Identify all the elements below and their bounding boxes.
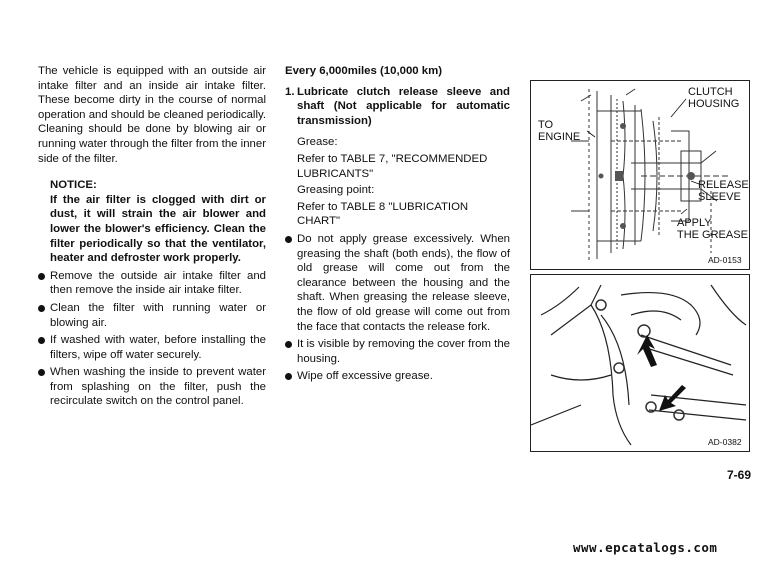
item-heading bbox=[285, 85, 510, 129]
label-to-engine: TO ENGINE bbox=[538, 119, 581, 143]
list-item: Clean the filter with running water or blowing air. bbox=[38, 301, 266, 330]
greasing-point-reference: Refer to TABLE 8 "LUBRICATION CHART" bbox=[297, 200, 469, 228]
label-clutch-housing: CLUTCH HOUSING bbox=[688, 86, 740, 110]
notice-heading: NOTICE: bbox=[50, 179, 97, 192]
list-item: If washed with water, before installing the filters, wipe off water securely. bbox=[38, 333, 266, 362]
clutch-diagram-figure bbox=[530, 80, 750, 270]
left-bullet-list bbox=[38, 269, 266, 409]
page-number: 7-69 bbox=[727, 468, 752, 482]
release-fork-drawing bbox=[531, 275, 749, 451]
grease-reference: Refer to TABLE 7, "RECOMMENDED LUBRICANTS" bbox=[297, 152, 488, 180]
item-number: 1. bbox=[285, 85, 295, 98]
item-heading-text: Lubricate clutch release sleeve and shaft (Not applicable for automatic transmission) bbox=[297, 85, 510, 127]
section-heading: Every 6,000miles (10,000 km) bbox=[285, 65, 443, 77]
notice-body: If the air filter is clogged with dirt or dust, it will strain the air blower and lower the blower's efficiency. Clean the filter periodically so that the ventilator, heater and defroster work properly. bbox=[50, 193, 266, 265]
right-column bbox=[285, 64, 510, 384]
watermark-text: www.epcatalogs.com bbox=[573, 540, 718, 555]
sleeve-photo-figure bbox=[530, 274, 750, 452]
grease-info bbox=[297, 135, 510, 229]
label-apply-grease: APPLY THE GREASE bbox=[677, 217, 748, 241]
right-bullet-list bbox=[285, 232, 510, 384]
intro-paragraph: The vehicle is equipped with an outside air intake filter and an inside air intake filter. These become dirty in the course of normal operation and should be cleaned periodically. Cleaning should be done by blowing air or running water through the filter from the inner side of the filter. bbox=[38, 65, 266, 165]
list-item: Wipe off excessive grease. bbox=[285, 369, 510, 384]
figure1-code: AD-0153 bbox=[708, 255, 742, 265]
list-item: When washing the inside to prevent water from splashing on the filter, push the recirculate switch on the control panel. bbox=[38, 365, 266, 409]
grease-label: Grease: bbox=[297, 136, 338, 149]
list-item: Do not apply grease excessively. When greasing the shaft (both ends), the flow of old grease will come out from the clearance between the housing and the shaft. When greasing the release sleeve, the flow of old grease will come out from the face that contacts the release fork. bbox=[285, 232, 510, 334]
greasing-point-label: Greasing point: bbox=[297, 184, 375, 197]
label-release-sleeve: RELEASE SLEEVE bbox=[698, 179, 749, 203]
list-item: Remove the outside air intake filter and then remove the inside air intake filter. bbox=[38, 269, 266, 298]
figure2-code: AD-0382 bbox=[708, 437, 742, 447]
list-item: It is visible by removing the cover from the housing. bbox=[285, 337, 510, 366]
notice-box bbox=[50, 178, 266, 266]
left-column bbox=[38, 64, 266, 409]
